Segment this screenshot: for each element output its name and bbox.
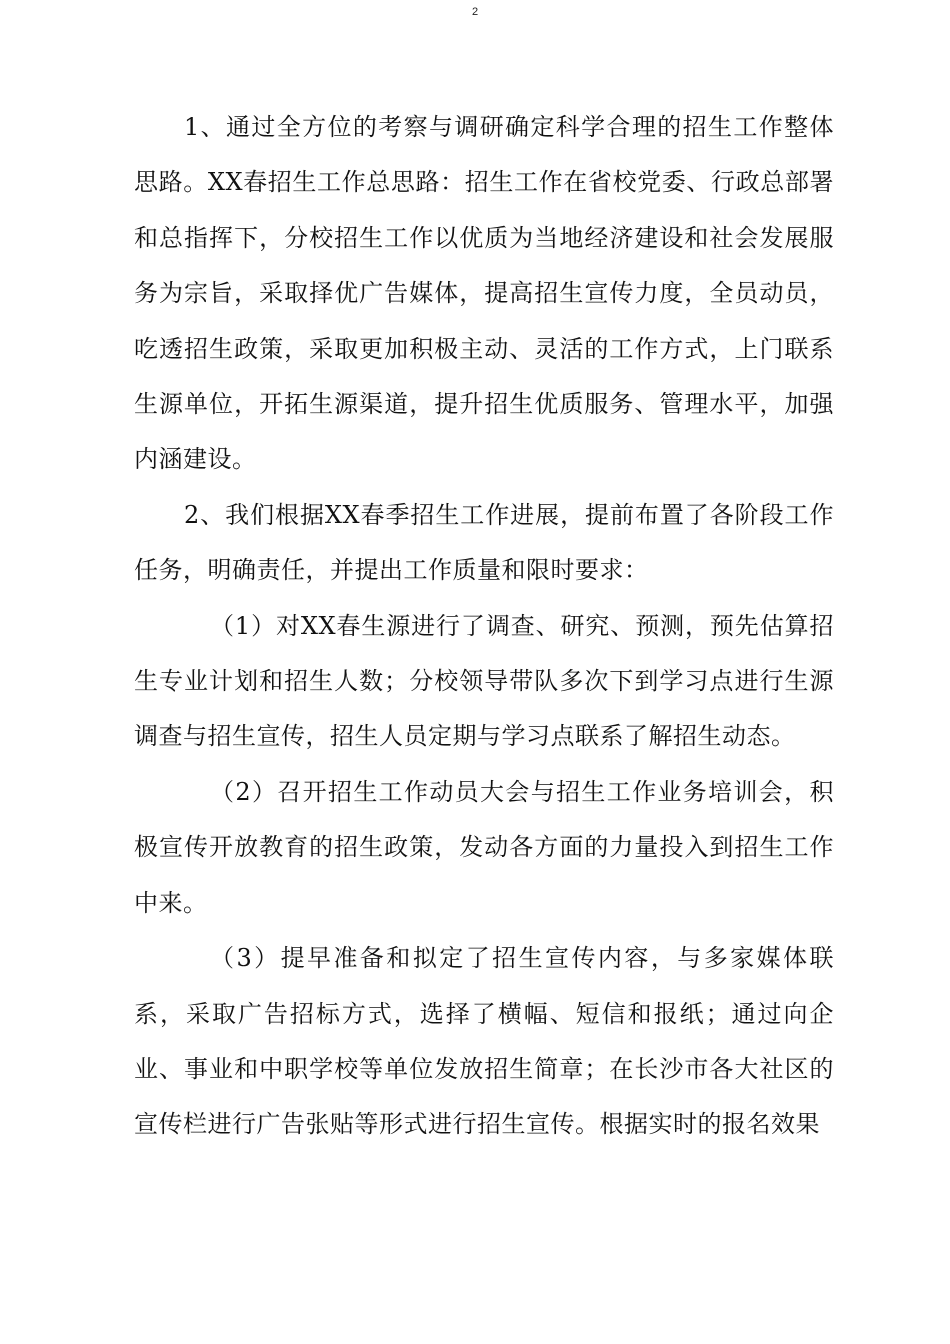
paragraph-2: 2、我们根据XX春季招生工作进展，提前布置了各阶段工作任务，明确责任，并提出工作质量和限时要求： [134,500,834,585]
document-body [134,100,834,1153]
paragraph-5: （3）提早准备和拟定了招生宣传内容，与多家媒体联系，采取广告招标方式，选择了横幅、短信和报纸；通过向企业、事业和中职学校等单位发放招生简章；在长沙市各大社区的宣传栏进行广告张贴等形式进行招生宣传。根据实时的报名效果 [134,944,834,1139]
paragraph-4: （2）召开招生工作动员大会与招生工作业务培训会，积极宣传开放教育的招生政策，发动各方面的力量投入到招生工作中来。 [134,777,834,917]
page-number: 2 [471,6,479,18]
paragraph-1: 1、通过全方位的考察与调研确定科学合理的招生工作整体思路。XX春招生工作总思路：招生工作在省校党委、行政总部署和总指挥下，分校招生工作以优质为当地经济建设和社会发展服务为宗旨，采取择优广告媒体，提高招生宣传力度，全员动员，吃透招生政策，采取更加积极主动、灵活的工作方式，上门联系生源单位，开拓生源渠道，提升招生优质服务、管理水平，加强内涵建设。 [134,113,834,474]
paragraph-3: （1）对XX春生源进行了调查、研究、预测，预先估算招生专业计划和招生人数；分校领导带队多次下到学习点进行生源调查与招生宣传，招生人员定期与学习点联系了解招生动态。 [134,611,834,751]
